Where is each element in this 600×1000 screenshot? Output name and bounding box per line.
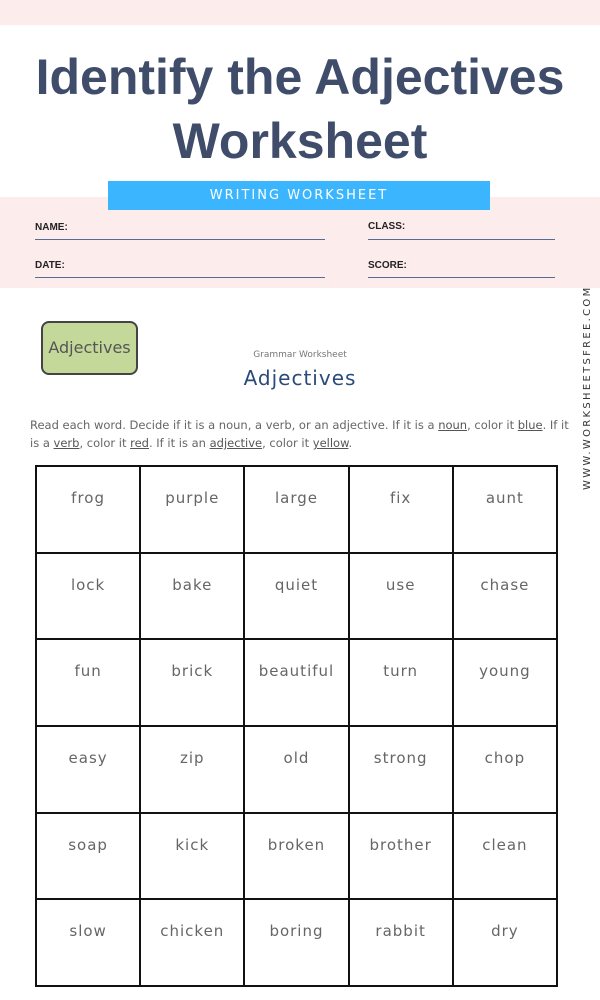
word-cell[interactable]: zip	[140, 726, 244, 813]
name-line[interactable]	[35, 239, 325, 240]
word-cell[interactable]: old	[244, 726, 348, 813]
word-cell[interactable]: boring	[244, 899, 348, 986]
grid-row	[36, 813, 557, 900]
word-cell[interactable]: rabbit	[349, 899, 453, 986]
word-cell[interactable]: beautiful	[244, 639, 348, 726]
word-cell[interactable]: chicken	[140, 899, 244, 986]
word-cell[interactable]: dry	[453, 899, 557, 986]
worksheet-heading: Adjectives	[243, 366, 357, 390]
score-line[interactable]	[368, 277, 555, 278]
word-cell[interactable]: chase	[453, 553, 557, 640]
grid-row	[36, 553, 557, 640]
word-cell[interactable]: broken	[244, 813, 348, 900]
page-title: Identify the Adjectives Worksheet	[35, 49, 565, 169]
name-label: NAME:	[35, 222, 68, 233]
grid-row	[36, 726, 557, 813]
category-banner: WRITING WORKSHEET	[108, 181, 490, 210]
adjectives-badge: Adjectives	[41, 321, 138, 375]
word-cell[interactable]: bake	[140, 553, 244, 640]
fields-band	[0, 197, 600, 288]
word-cell[interactable]: aunt	[453, 466, 557, 553]
top-band	[0, 0, 600, 25]
worksheet-subtitle: Grammar Worksheet	[253, 350, 347, 360]
word-cell[interactable]: young	[453, 639, 557, 726]
word-cell[interactable]: brick	[140, 639, 244, 726]
date-label: DATE:	[35, 260, 65, 271]
word-cell[interactable]: quiet	[244, 553, 348, 640]
word-cell[interactable]: frog	[36, 466, 140, 553]
word-cell[interactable]: purple	[140, 466, 244, 553]
word-cell[interactable]: lock	[36, 553, 140, 640]
grid-row	[36, 899, 557, 986]
word-cell[interactable]: strong	[349, 726, 453, 813]
word-grid	[35, 465, 558, 987]
grid-row	[36, 466, 557, 553]
word-cell[interactable]: kick	[140, 813, 244, 900]
word-cell[interactable]: easy	[36, 726, 140, 813]
word-cell[interactable]: turn	[349, 639, 453, 726]
word-cell[interactable]: use	[349, 553, 453, 640]
word-cell[interactable]: soap	[36, 813, 140, 900]
watermark: WWW.WORKSHEETSFREE.COM	[582, 285, 593, 490]
date-line[interactable]	[35, 277, 325, 278]
word-cell[interactable]: large	[244, 466, 348, 553]
word-cell[interactable]: brother	[349, 813, 453, 900]
class-label: CLASS:	[368, 221, 406, 232]
grid-row	[36, 639, 557, 726]
class-line[interactable]	[368, 239, 555, 240]
word-cell[interactable]: fix	[349, 466, 453, 553]
word-cell[interactable]: chop	[453, 726, 557, 813]
word-cell[interactable]: clean	[453, 813, 557, 900]
score-label: SCORE:	[368, 260, 407, 271]
instructions: Read each word. Decide if it is a noun, a verb, or an adjective. If it is a noun, color it blue. If it is a verb, color it red. If it is an adjective, color it yellow.	[30, 418, 569, 450]
word-cell[interactable]: slow	[36, 899, 140, 986]
word-cell[interactable]: fun	[36, 639, 140, 726]
